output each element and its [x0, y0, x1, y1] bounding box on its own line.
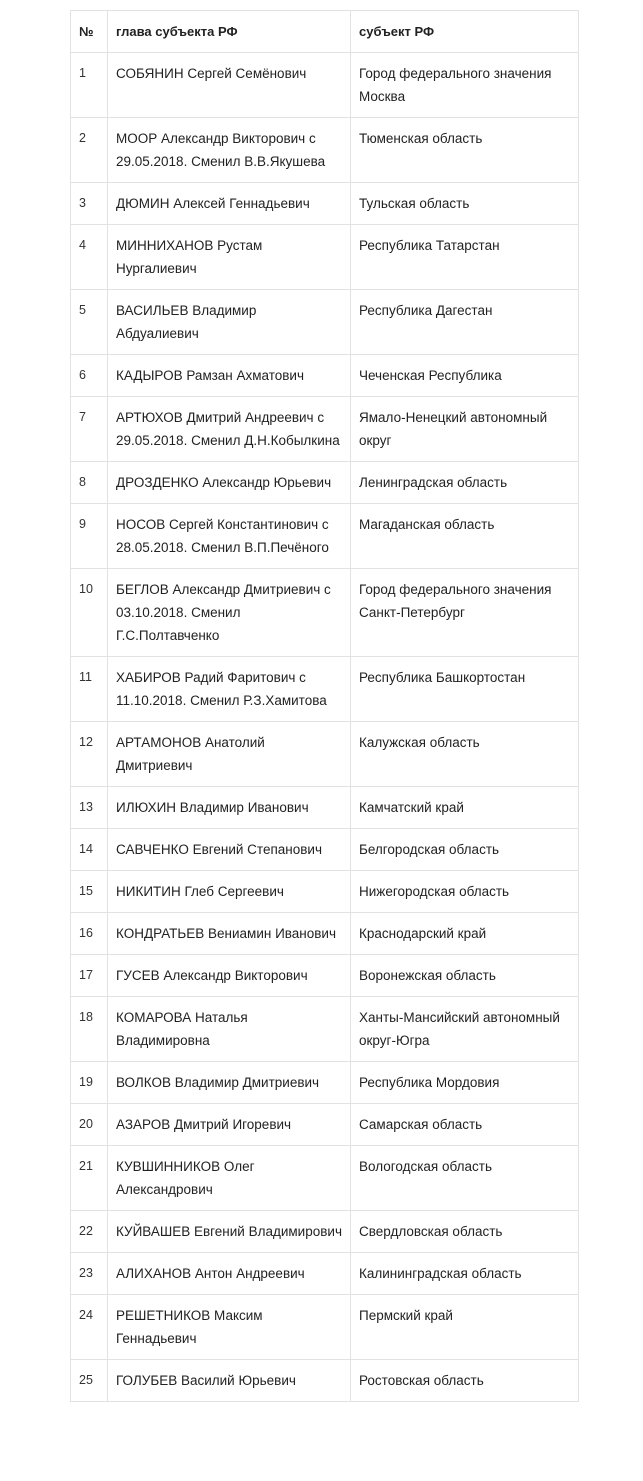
row-subject: Тульская область — [351, 183, 579, 225]
row-head-name: АЗАРОВ Дмитрий Игоревич — [108, 1104, 351, 1146]
row-head-name: НИКИТИН Глеб Сергеевич — [108, 871, 351, 913]
row-subject: Нижегородская область — [351, 871, 579, 913]
row-subject: Тюменская область — [351, 118, 579, 183]
row-head-name: ВАСИЛЬЕВ Владимир Абдуалиевич — [108, 290, 351, 355]
table-row — [71, 1104, 579, 1146]
row-subject: Свердловская область — [351, 1211, 579, 1253]
row-head-name: АЛИХАНОВ Антон Андреевич — [108, 1253, 351, 1295]
row-number: 18 — [71, 997, 108, 1062]
governors-table-container — [70, 10, 578, 1402]
row-subject: Белгородская область — [351, 829, 579, 871]
row-head-name: ГОЛУБЕВ Василий Юрьевич — [108, 1360, 351, 1402]
row-subject: Республика Татарстан — [351, 225, 579, 290]
table-row — [71, 504, 579, 569]
row-head-name: ИЛЮХИН Владимир Иванович — [108, 787, 351, 829]
row-number: 21 — [71, 1146, 108, 1211]
row-number: 22 — [71, 1211, 108, 1253]
row-head-name: КУВШИННИКОВ Олег Александрович — [108, 1146, 351, 1211]
row-number: 12 — [71, 722, 108, 787]
row-head-name: КУЙВАШЕВ Евгений Владимирович — [108, 1211, 351, 1253]
table-row — [71, 569, 579, 657]
table-row — [71, 118, 579, 183]
row-number: 17 — [71, 955, 108, 997]
table-row — [71, 657, 579, 722]
table-row — [71, 183, 579, 225]
row-number: 15 — [71, 871, 108, 913]
row-subject: Ростовская область — [351, 1360, 579, 1402]
row-subject: Калининградская область — [351, 1253, 579, 1295]
row-head-name: АРТАМОНОВ Анатолий Дмитриевич — [108, 722, 351, 787]
row-head-name: МООР Александр Викторович с 29.05.2018. Сменил В.В.Якушева — [108, 118, 351, 183]
row-head-name: АРТЮХОВ Дмитрий Андреевич с 29.05.2018. Сменил Д.Н.Кобылкина — [108, 397, 351, 462]
table-row — [71, 1360, 579, 1402]
table-row — [71, 1295, 579, 1360]
row-subject: Магаданская область — [351, 504, 579, 569]
row-number: 16 — [71, 913, 108, 955]
table-row — [71, 225, 579, 290]
table-row — [71, 290, 579, 355]
row-number: 8 — [71, 462, 108, 504]
row-number: 7 — [71, 397, 108, 462]
table-row — [71, 462, 579, 504]
row-number: 4 — [71, 225, 108, 290]
row-head-name: МИННИХАНОВ Рустам Нургалиевич — [108, 225, 351, 290]
row-head-name: КОМАРОВА Наталья Владимировна — [108, 997, 351, 1062]
row-head-name: КАДЫРОВ Рамзан Ахматович — [108, 355, 351, 397]
row-subject: Калужская область — [351, 722, 579, 787]
row-head-name: КОНДРАТЬЕВ Вениамин Иванович — [108, 913, 351, 955]
table-row — [71, 355, 579, 397]
governors-table — [70, 10, 579, 1402]
row-number: 23 — [71, 1253, 108, 1295]
row-number: 11 — [71, 657, 108, 722]
row-head-name: БЕГЛОВ Александр Дмитриевич с 03.10.2018. Сменил Г.С.Полтавченко — [108, 569, 351, 657]
row-subject: Самарская область — [351, 1104, 579, 1146]
table-row — [71, 787, 579, 829]
header-number: № — [71, 11, 108, 53]
row-subject: Республика Дагестан — [351, 290, 579, 355]
header-head: глава субъекта РФ — [108, 11, 351, 53]
table-row — [71, 1253, 579, 1295]
row-number: 3 — [71, 183, 108, 225]
table-row — [71, 722, 579, 787]
table-row — [71, 997, 579, 1062]
table-row — [71, 955, 579, 997]
row-subject: Ленинградская область — [351, 462, 579, 504]
row-head-name: ГУСЕВ Александр Викторович — [108, 955, 351, 997]
row-subject: Камчатский край — [351, 787, 579, 829]
row-number: 9 — [71, 504, 108, 569]
row-number: 10 — [71, 569, 108, 657]
header-row — [71, 11, 579, 53]
table-row — [71, 53, 579, 118]
table-row — [71, 397, 579, 462]
row-subject: Воронежская область — [351, 955, 579, 997]
row-head-name: ХАБИРОВ Радий Фаритович с 11.10.2018. Сменил Р.З.Хамитова — [108, 657, 351, 722]
row-number: 2 — [71, 118, 108, 183]
row-subject: Краснодарский край — [351, 913, 579, 955]
row-subject: Пермский край — [351, 1295, 579, 1360]
row-number: 25 — [71, 1360, 108, 1402]
row-subject: Чеченская Республика — [351, 355, 579, 397]
row-subject: Ямало-Ненецкий автономный округ — [351, 397, 579, 462]
table-row — [71, 1062, 579, 1104]
row-number: 20 — [71, 1104, 108, 1146]
header-subject: субъект РФ — [351, 11, 579, 53]
row-head-name: ДРОЗДЕНКО Александр Юрьевич — [108, 462, 351, 504]
row-head-name: ВОЛКОВ Владимир Дмитриевич — [108, 1062, 351, 1104]
row-head-name: ДЮМИН Алексей Геннадьевич — [108, 183, 351, 225]
row-number: 6 — [71, 355, 108, 397]
row-head-name: РЕШЕТНИКОВ Максим Геннадьевич — [108, 1295, 351, 1360]
row-number: 13 — [71, 787, 108, 829]
row-subject: Город федерального значения Москва — [351, 53, 579, 118]
row-subject: Ханты-Мансийский автономный округ-Югра — [351, 997, 579, 1062]
table-header — [71, 11, 579, 53]
row-number: 19 — [71, 1062, 108, 1104]
table-row — [71, 913, 579, 955]
row-subject: Республика Башкортостан — [351, 657, 579, 722]
row-head-name: НОСОВ Сергей Константинович с 28.05.2018. Сменил В.П.Печёного — [108, 504, 351, 569]
table-row — [71, 871, 579, 913]
table-row — [71, 1146, 579, 1211]
row-number: 1 — [71, 53, 108, 118]
row-subject: Республика Мордовия — [351, 1062, 579, 1104]
row-number: 5 — [71, 290, 108, 355]
row-head-name: САВЧЕНКО Евгений Степанович — [108, 829, 351, 871]
row-number: 14 — [71, 829, 108, 871]
table-body — [71, 53, 579, 1402]
row-number: 24 — [71, 1295, 108, 1360]
row-head-name: СОБЯНИН Сергей Семёнович — [108, 53, 351, 118]
row-subject: Город федерального значения Санкт-Петербург — [351, 569, 579, 657]
row-subject: Вологодская область — [351, 1146, 579, 1211]
table-row — [71, 1211, 579, 1253]
table-row — [71, 829, 579, 871]
